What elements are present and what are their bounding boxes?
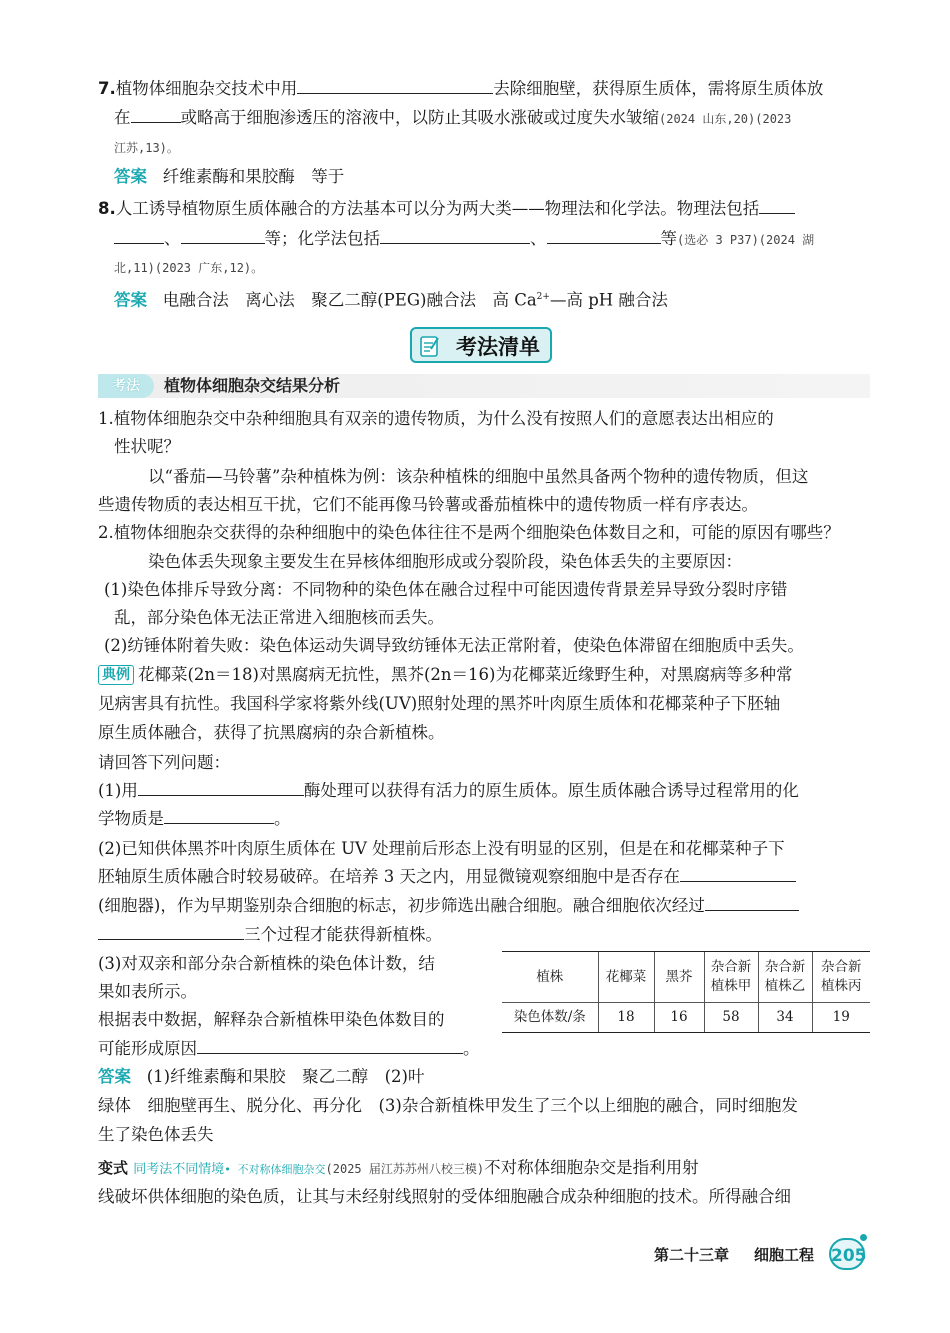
header-text: 植株乙 [764,978,806,994]
example-answer-line3: 生了染色体丢失 [98,1125,214,1144]
example-text: (1)用 [98,781,138,800]
answer-label: 答案 [98,1067,131,1086]
header-text: 黑芥 [665,968,693,985]
variant-line2: 线破坏供体细胞的染色质，让其与未经射线照射的受体细胞融合成杂种细胞的技术。所得融合细 [98,1187,791,1206]
table-header-cell [654,952,704,1003]
example-text: 花椰菜(2n＝18)对黑腐病无抗性，黑芥(2n＝16)为花椰菜近缘野生种，对黑腐病等多种常 [138,665,793,684]
q8-blank4 [547,227,661,244]
q8-source: (选必 3 P37)(2024 湖 [677,233,815,247]
p1-line3: 以“番茄—马铃薯”杂种植株为例：该杂种植株的细胞中虽然具备两个物种的遗传物质，但这 [148,467,809,486]
table-header-cell [704,952,758,1003]
table-cell: 18 [598,1003,654,1033]
q8-answer [114,284,668,314]
header-text: 杂合新 [710,959,752,975]
q8-answer-text: —高 pH 融合法 [549,290,668,310]
q8-text: 等；化学法包括 [264,229,380,248]
example-line6 [98,806,291,832]
example-answer-text: (1)纤维素酶和果胶 聚乙二醇 (2)叶 [146,1067,425,1086]
variant-subtitle: 同考法不同情境 [133,1162,225,1177]
answer-label: 答案 [114,167,147,186]
q8-text: 等 [660,229,677,248]
example-text: (细胞器)，作为早期鉴别杂合细胞的标志，初步筛选出融合细胞。融合细胞依次经过 [98,896,705,915]
q7-text: 或略高于细胞渗透压的溶液中，以防止其吸水涨破或过度失水皱缩 [180,108,659,127]
p2-line2: 染色体丢失现象主要发生在异核体细胞形成或分裂阶段，染色体丢失的主要原因： [148,552,742,571]
example-blank4 [705,894,799,911]
q8-text: 人工诱导植物原生质体融合的方法基本可以分为两大类——物理法和化学法。物理法包括 [115,199,760,218]
example-blank3 [680,865,796,882]
example-text: 。 [274,809,291,828]
variant-line1 [98,1155,699,1183]
section-banner [410,327,552,363]
p2-line5: (2)纺锤体附着失败：染色体运动失调导致纺锤体无法正常附着，使染色体滞留在细胞质中丢失。 [104,636,804,655]
header-text: 植株 [536,968,564,985]
header-text: 植株丙 [821,978,862,994]
p2-line1: 2.植物体细胞杂交获得的杂种细胞中的染色体往往不是两个细胞染色体数目之和，可能的原因有哪些？ [98,523,840,542]
page-dot-icon [860,1234,867,1241]
example-line12: 果如表所示。 [98,982,197,1001]
section-title: 考法清单 [456,335,540,359]
table-header-row [502,952,870,1003]
q8-source: 北,11)(2023 广东,12)。 [114,261,264,275]
kaofa-bar [98,374,870,398]
p1-line2: 性状呢？ [114,437,180,456]
example-blank2 [164,807,274,824]
table-row-label: 染色体数/条 [502,1003,598,1033]
notepad-icon [418,333,442,370]
q8-line2 [114,226,814,253]
q8-blank2 [181,227,265,244]
q8-answer-sup: 2+ [536,292,550,302]
table-row [502,1003,870,1033]
example-line9 [98,893,799,919]
q8-blank1b [114,227,164,244]
p1-line1: 1.植物体细胞杂交中杂种细胞具有双亲的遗传物质，为什么没有按照人们的意愿表达出相应的 [98,409,774,428]
example-line13: 根据表中数据，解释杂合新植株甲染色体数目的 [98,1010,445,1029]
example-text: 学物质是 [98,809,164,828]
example-line7: (2)已知供体黑芥叶肉原生质体在 UV 处理前后形态上没有明显的区别，但是在和花椰菜种子下 [98,839,785,858]
q8-line1 [98,196,795,222]
q8-blank3 [380,227,530,244]
q8-line3 [114,254,263,281]
footer-chapter: 第二十三章 [654,1246,730,1264]
p1-line4: 些遗传物质的表达相互干扰，它们不能再像马铃薯或番茄植株中的遗传物质一样有序表达。 [98,495,758,514]
example-blank1 [138,779,304,796]
example-line2: 见病害具有抗性。我国科学家将紫外线(UV)照射处理的黑芥叶肉原生质体和花椰菜种子下胚轴 [98,694,781,713]
example-text: 。 [463,1039,480,1058]
footer-title: 细胞工程 [754,1246,815,1264]
table-header-cell [758,952,812,1003]
q7-text: 在 [114,108,131,127]
example-text: 胚轴原生质体融合时较易破碎。在培养 3 天之内，用显微镜观察细胞中是否存在 [98,867,680,886]
example-line8 [98,864,796,890]
q8-text: 、 [530,229,547,248]
p2-line4: 乱，部分染色体无法正常进入细胞核而丢失。 [114,608,444,627]
q7-blank1 [297,77,493,94]
q8-number: 8. [98,199,116,218]
q7-text: 植物体细胞杂交技术中用 [115,79,298,98]
table-cell: 58 [704,1003,758,1033]
table-cell: 34 [758,1003,812,1033]
q7-source: 江苏,13)。 [114,141,179,155]
q7-line2 [114,105,791,132]
example-text: 三个过程才能获得新植株。 [244,925,442,944]
answer-label: 答案 [114,290,147,310]
header-text: 杂合新 [764,959,806,975]
example-line1 [98,662,793,688]
header-text: 杂合新 [821,959,862,975]
q7-number: 7. [98,79,116,98]
example-blank5 [197,1037,463,1054]
example-line3: 原生质体融合，获得了抗黑腐病的杂合新植株。 [98,723,445,742]
q8-answer-text: 电融合法 离心法 聚乙二醇(PEG)融合法 高 Ca [162,290,537,310]
example-answer-line1 [98,1064,425,1090]
variant-source: (2025 届江苏苏州八校三模) [325,1162,485,1176]
q8-blank1 [759,197,795,214]
q7-line1 [98,76,823,102]
q7-text: 去除细胞壁，获得原生质体，需将原生质体放 [493,79,824,98]
example-tag: 典例 [98,665,134,685]
q7-answer-text: 纤维素酶和果胶酶 等于 [162,167,345,186]
table-cell: 19 [812,1003,870,1033]
example-line5 [98,778,799,804]
chromosome-table [502,951,870,1033]
q8-text: 、 [164,229,181,248]
q7-line3 [114,134,179,161]
table-cell: 16 [654,1003,704,1033]
header-text: 花椰菜 [605,968,647,985]
example-line10 [98,922,442,948]
kaofa-title: 植物体细胞杂交结果分析 [164,376,341,395]
example-answer-line2: 绿体 细胞壁再生、脱分化、再分化 (3)杂合新植株甲发生了三个以上细胞的融合，同时细胞发 [98,1096,798,1115]
variant-tag: 变式 [98,1159,129,1177]
page-number: 205 [829,1238,865,1270]
header-text: 植株甲 [710,978,752,994]
example-line11: (3)对双亲和部分杂合新植株的染色体计数，结 [98,954,435,973]
q7-answer [114,164,344,190]
table-header-cell [812,952,870,1003]
example-line4: 请回答下列问题： [98,753,230,772]
variant-topic: • 不对称体细胞杂交 [224,1163,326,1176]
example-text: 酶处理可以获得有活力的原生质体。原生质体融合诱导过程常用的化 [303,781,799,800]
table-header-cell [502,952,598,1003]
kaofa-tag: 考法 [98,374,154,398]
q7-source: (2024 山东,20)(2023 [659,112,792,126]
example-line14 [98,1036,480,1062]
table-header-cell [598,952,654,1003]
p2-line3: (1)染色体排斥导致分离：不同物种的染色体在融合过程中可能因遗传背景差异导致分裂时序错 [104,580,788,599]
example-text: 可能形成原因 [98,1039,197,1058]
q7-blank2 [131,106,181,123]
example-blank4b [98,923,244,940]
variant-text: 不对称体细胞杂交是指利用射 [484,1158,699,1177]
